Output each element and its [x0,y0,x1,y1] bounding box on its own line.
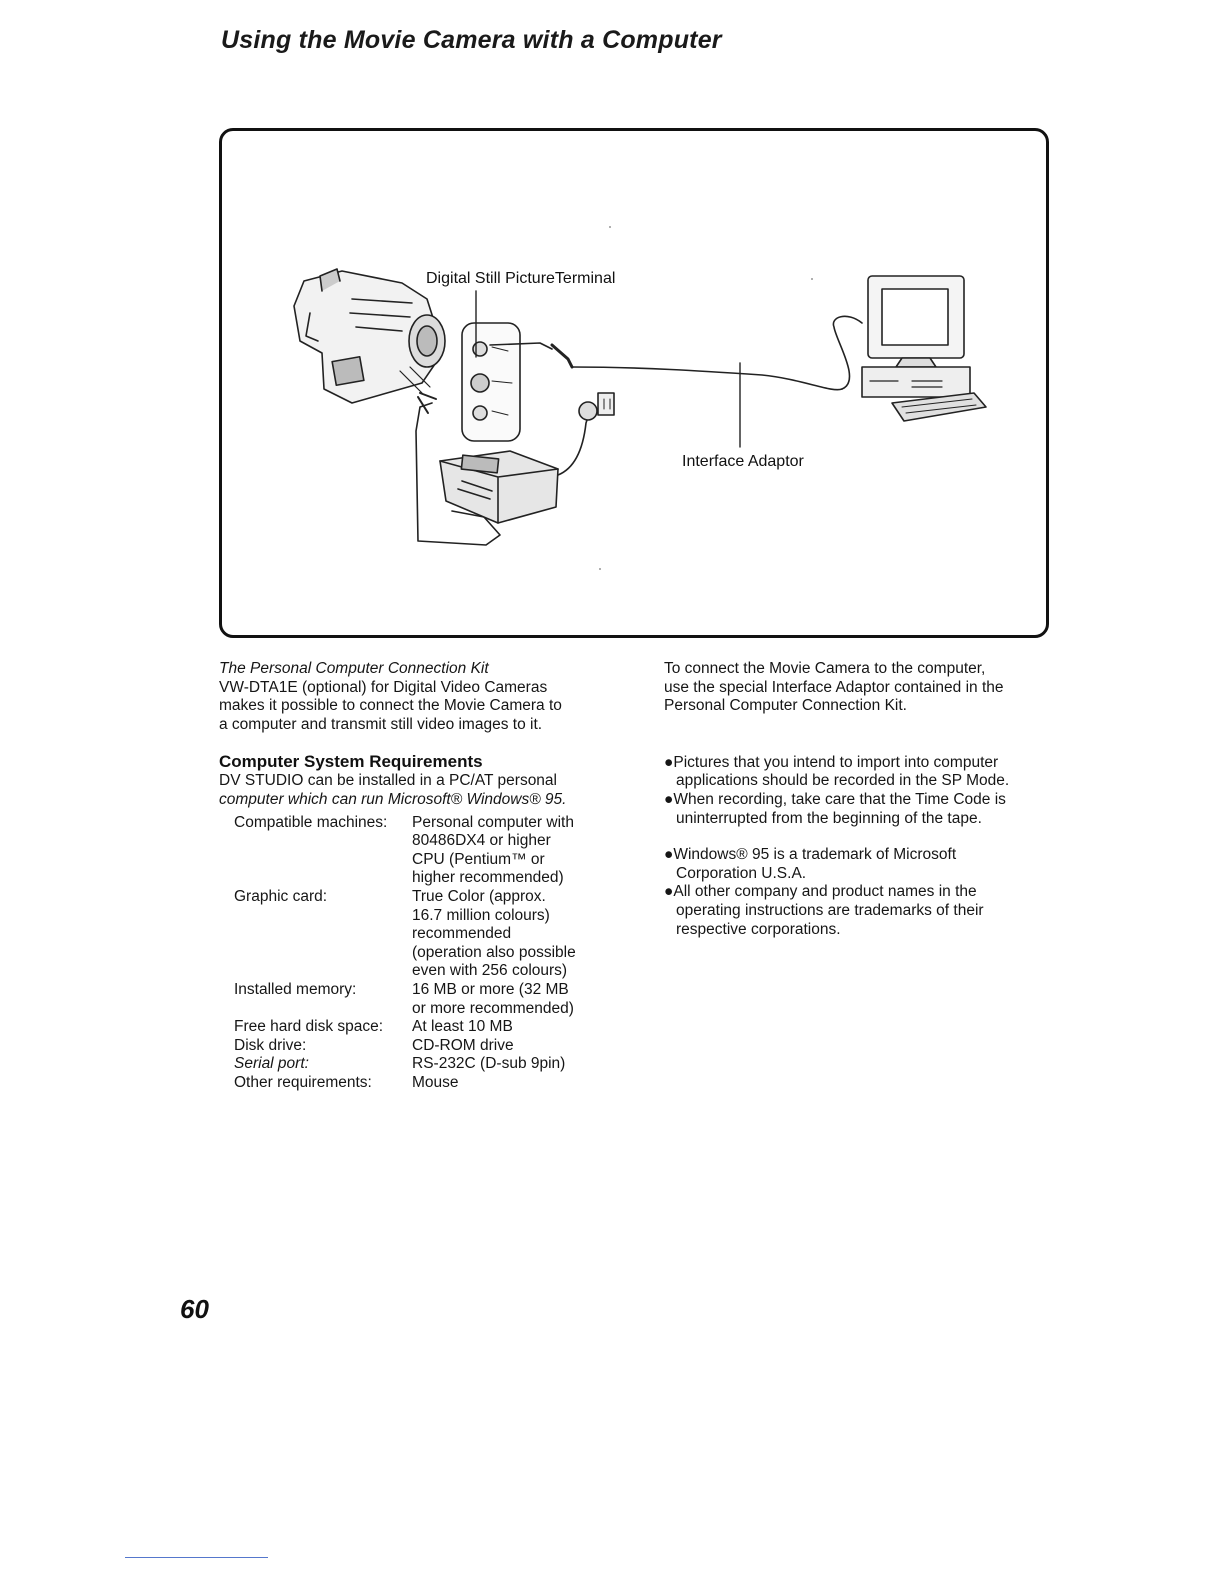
trademark-item-line: ●All other company and product names in the [664,883,977,901]
requirement-label: Compatible machines: [234,813,388,831]
requirements-line: computer which can run Microsoft® Windows® 95. [219,790,567,808]
footer-rule [125,1557,268,1558]
intro-line: VW-DTA1E (optional) for Digital Video Cameras [219,678,548,696]
intro-paragraph [219,660,619,734]
trademark-item [664,846,1054,883]
requirement-value [412,1037,612,1056]
note-item-line: applications should be recorded in the SP Mode. [676,772,1010,790]
intro-line: makes it possible to connect the Movie Camera to [219,697,562,715]
trademark-item-line: operating instructions are trademarks of their [676,901,984,919]
requirement-row [234,888,612,981]
requirement-value-line: higher recommended) [412,869,564,887]
requirement-value-line: (operation also possible [412,943,576,961]
terminal-panel-icon [462,323,520,441]
requirement-value-line: Mouse [412,1073,459,1091]
requirement-value-line: Personal computer with [412,813,574,831]
requirement-label: Serial port: [234,1055,309,1073]
requirement-value-line: True Color (approx. [412,887,546,905]
requirement-value-line: At least 10 MB [412,1018,513,1036]
trademark-item-line: respective corporations. [676,920,841,938]
terminal-callout: Digital Still PictureTerminal [426,270,616,287]
requirement-label: Other requirements: [234,1073,372,1091]
note-item-line: ●Pictures that you intend to import into computer [664,753,999,771]
movie-camera-icon [294,269,445,403]
trademark-item-line: ●Windows® 95 is a trademark of Microsoft [664,846,957,864]
intro-line: The Personal Computer Connection Kit [219,660,489,677]
connection-illustration [222,131,1046,635]
requirement-row [234,1037,612,1056]
recording-notes [664,754,1054,828]
note-item [664,754,1054,791]
requirement-value-line: even with 256 colours) [412,962,568,980]
requirement-row [234,814,612,888]
connect-line: To connect the Movie Camera to the computer, [664,660,986,677]
computer-icon [862,276,986,421]
note-item-line: ●When recording, take care that the Time Code is [664,790,1006,808]
wall-outlet-icon [579,393,614,420]
requirement-value-line: recommended [412,925,512,943]
note-item-line: uninterrupted from the beginning of the tape. [676,809,982,827]
note-item [664,791,1054,828]
requirement-row [234,1055,612,1074]
connection-diagram [219,128,1049,638]
requirement-value-line: CPU (Pentium™ or [412,850,545,868]
left-column [219,660,619,1092]
requirements-line: DV STUDIO can be installed in a PC/AT personal [219,772,557,790]
requirement-value [412,981,612,1018]
connect-line: Personal Computer Connection Kit. [664,697,907,715]
requirement-row [234,1074,612,1093]
requirement-value-line: 16 MB or more (32 MB [412,980,569,998]
requirement-value-line: CD-ROM drive [412,1036,514,1054]
connect-paragraph [664,660,1054,716]
requirement-value-line: RS-232C (D-sub 9pin) [412,1055,566,1073]
requirements-heading: Computer System Requirements [219,752,483,772]
right-column [664,660,1054,939]
trademark-item-line: Corporation U.S.A. [676,864,807,882]
requirement-value [412,888,612,981]
requirement-row [234,1018,612,1037]
requirement-value [412,814,612,888]
trademark-item [664,883,1054,939]
requirement-row [234,981,612,1018]
trademark-notes [664,846,1054,939]
requirement-value [412,1074,612,1093]
requirement-value-line: 16.7 million colours) [412,906,550,924]
requirements-table [234,814,612,1093]
connect-line: use the special Interface Adaptor contained in the [664,678,1004,696]
requirement-label: Installed memory: [234,980,357,998]
requirement-value [412,1018,612,1037]
adaptor-callout: Interface Adaptor [682,453,804,470]
requirement-label: Graphic card: [234,887,328,905]
requirement-label: Disk drive: [234,1036,307,1054]
requirement-value-line: or more recommended) [412,999,574,1017]
requirement-value-line: 80486DX4 or higher [412,832,551,850]
requirement-label: Free hard disk space: [234,1018,384,1036]
intro-line: a computer and transmit still video images to it. [219,715,543,733]
page-number: 60 [180,1294,209,1324]
requirement-value [412,1055,612,1074]
page-title: Using the Movie Camera with a Computer [221,26,722,54]
